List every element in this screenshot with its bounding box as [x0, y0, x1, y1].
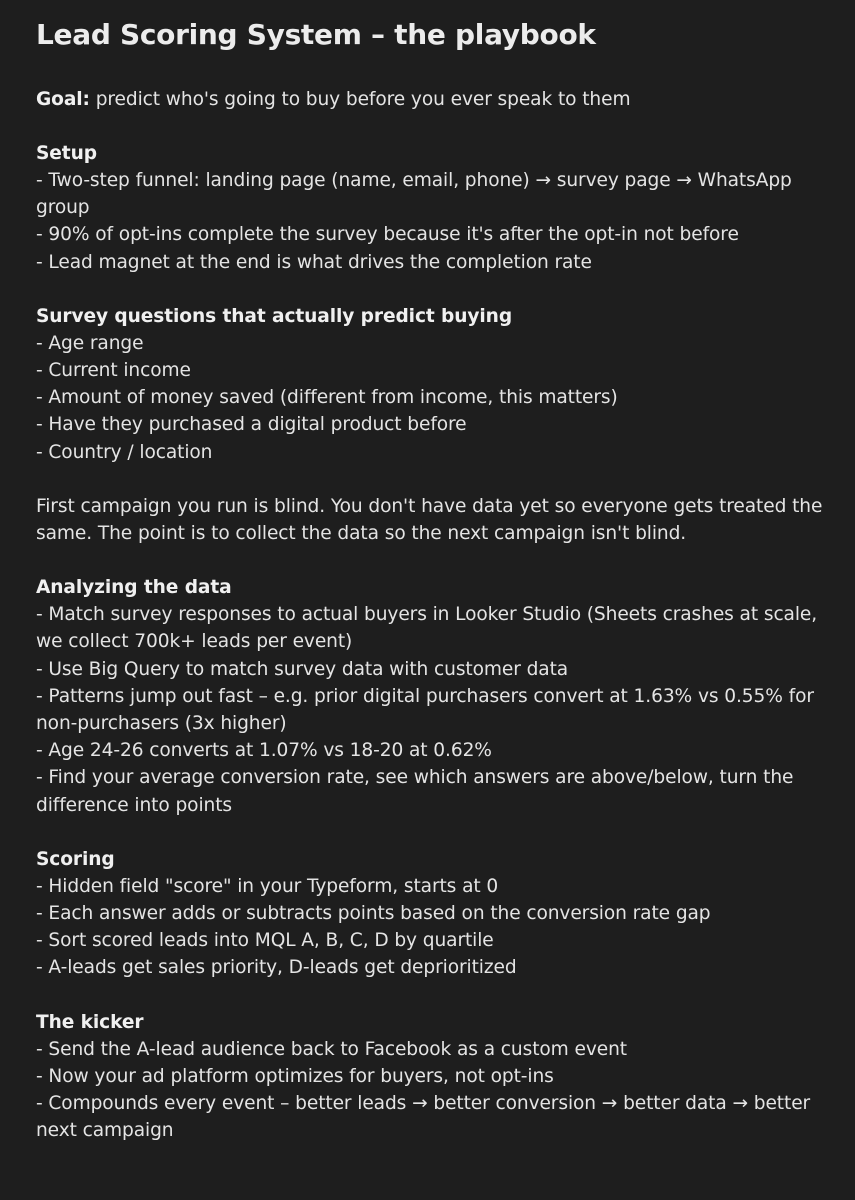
list-item: - Send the A-lead audience back to Facebook as a custom event	[36, 1038, 627, 1060]
list-item: - Age range	[36, 332, 144, 354]
section-analyzing-data	[36, 574, 836, 819]
section-heading: Setup	[36, 143, 97, 164]
document	[36, 14, 836, 1144]
list-item: - Now your ad platform optimizes for buyers, not opt-ins	[36, 1065, 554, 1087]
list-item: - Lead magnet at the end is what drives the completion rate	[36, 251, 592, 273]
section-survey-questions	[36, 303, 836, 466]
list-item: - Compounds every event – better leads → better conversion → better data → better next campaign	[36, 1093, 811, 1142]
goal-label: Goal:	[36, 89, 90, 110]
goal-text: predict who's going to buy before you ever speak to them	[89, 89, 631, 110]
list-item: - Have they purchased a digital product before	[36, 414, 467, 436]
section-heading: The kicker	[36, 1011, 144, 1033]
list-item: - Current income	[36, 360, 191, 382]
blind-campaign-paragraph: First campaign you run is blind. You don't have data yet so everyone gets treated the same. The point is to collect the data so the next campaign isn't blind.	[36, 495, 823, 545]
list-item: - Match survey responses to actual buyers in Looker Studio (Sheets crashes at scale, we collect 700k+ leads per event)	[36, 604, 818, 653]
list-item: - Two-step funnel: landing page (name, email, phone) → survey page → WhatsApp group	[36, 170, 792, 219]
section-setup	[36, 140, 836, 276]
list-item: - Age 24-26 converts at 1.07% vs 18-20 at 0.62%	[36, 740, 492, 762]
list-item: - Sort scored leads into MQL A, B, C, D by quartile	[36, 930, 494, 952]
list-item: - Country / location	[36, 441, 213, 463]
goal-line	[36, 86, 836, 113]
list-item: - Hidden field "score" in your Typeform, starts at 0	[36, 875, 499, 897]
list-item: - Use Big Query to match survey data with customer data	[36, 658, 569, 680]
section-heading: Survey questions that actually predict buying	[36, 305, 513, 327]
page-title: Lead Scoring System – the playbook	[36, 18, 596, 51]
section-heading: Scoring	[36, 848, 115, 870]
list-item: - Each answer adds or subtracts points based on the conversion rate gap	[36, 903, 711, 925]
list-item: - 90% of opt-ins complete the survey because it's after the opt-in not before	[36, 224, 739, 246]
section-the-kicker	[36, 1009, 836, 1145]
list-item: - Find your average conversion rate, see which answers are above/below, turn the difference into points	[36, 767, 794, 816]
section-heading: Analyzing the data	[36, 577, 232, 599]
list-item: - A-leads get sales priority, D-leads get deprioritized	[36, 957, 517, 979]
section-scoring	[36, 846, 836, 982]
list-item: - Amount of money saved (different from income, this matters)	[36, 387, 618, 409]
list-item: - Patterns jump out fast – e.g. prior digital purchasers convert at 1.63% vs 0.55% for non-purchasers (3x higher)	[36, 685, 814, 735]
